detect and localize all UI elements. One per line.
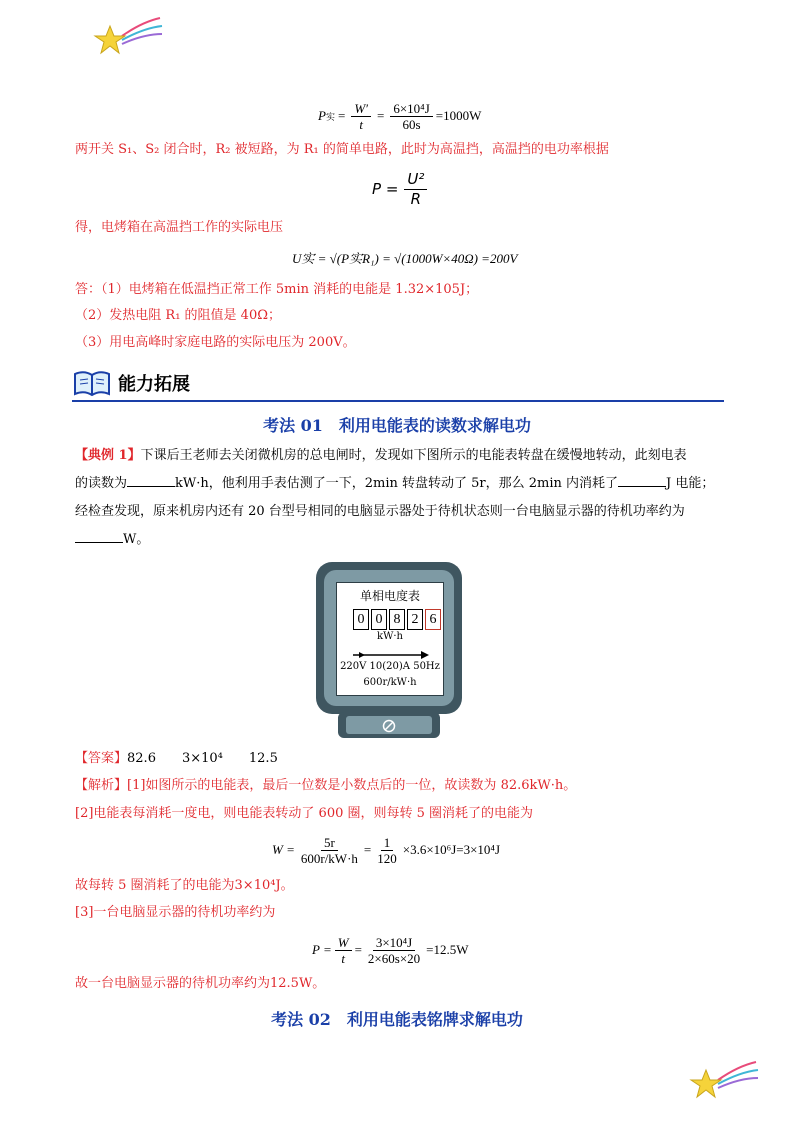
formula-p-ur [372, 166, 430, 212]
example-text: 下课后王老师去关闭微机房的总电闸时，发现如下图所示的电能表转盘在缓慢地转动，此刻电表 [140, 448, 687, 463]
analysis-line-2: [2]电能表每消耗一度电，则电能表转动了 600 圈，则每转 5 圈消耗了的电能为 [75, 806, 534, 821]
example-line-1 [75, 446, 687, 466]
line-actual-voltage: 得，电烤箱在高温挡工作的实际电压 [75, 220, 284, 235]
meter-digit-decimal: 6 [425, 609, 441, 630]
section-header [72, 366, 724, 406]
frac-num: W′ [351, 101, 371, 117]
analysis-line-5: 故一台电脑显示器的待机功率约为12.5W。 [75, 976, 326, 991]
star-decoration-top [92, 14, 164, 60]
book-icon [72, 368, 112, 402]
answer-line-3: （3）用电高峰时家庭电路的实际电压为 200V。 [75, 335, 356, 350]
frac-num: 5r [321, 835, 338, 851]
analysis-line-1 [75, 776, 576, 796]
meter-screw-icon [382, 718, 396, 737]
analysis-line-3: 故每转 5 圈消耗了的电能为3×10⁴J。 [75, 878, 294, 893]
frac-den: t [341, 950, 345, 966]
answer-line [75, 749, 278, 769]
frac-num: U² [404, 170, 427, 190]
frac-den: 120 [377, 850, 397, 866]
meter-title: 单相电度表 [359, 589, 420, 603]
answer-line-1: 答：（1）电烤箱在低温挡正常工作 5min 消耗的电能是 1.32×105J； [75, 282, 479, 297]
meter-digit: 8 [389, 609, 405, 630]
answer-value-2: 3×10⁴ [181, 751, 223, 766]
answer-line-2: （2）发热电阻 R₁ 的阻值是 40Ω； [75, 308, 281, 323]
formula-rest: ×3.6×10⁶J=3×10⁴J [402, 842, 501, 857]
answer-tag: 【答案】 [75, 751, 128, 766]
frac-num: 1 [381, 835, 394, 851]
frac-den: 2×60s×20 [367, 950, 421, 966]
formula-lhs: P = [372, 180, 399, 198]
meter-unit: kW·h [377, 631, 403, 642]
method1-title: 考法 01 利用电能表的读数求解电功 [263, 416, 531, 435]
section-divider [72, 400, 724, 402]
star-decoration-bottom [688, 1058, 760, 1104]
section-heading: 能力拓展 [118, 374, 190, 395]
meter-spec-2: 600r/kW·h [363, 677, 417, 688]
formula-u-actual: U实 = √(P实R₁) = √(1000W×40Ω) =200V [292, 251, 518, 266]
meter-spec-1: 220V 10(20)A 50Hz [340, 661, 440, 672]
meter-base [338, 712, 440, 738]
frac-num: 3×10⁴J [373, 935, 415, 951]
example-text: W。 [123, 532, 150, 547]
example-line-4 [75, 530, 149, 550]
blank-3 [75, 530, 123, 543]
frac-den: R [410, 189, 422, 208]
blank-2 [618, 474, 666, 487]
formula-lhs-sub: 实 [325, 111, 335, 122]
example-tag: 【典例 1】 [75, 448, 141, 463]
frac-num: W [335, 935, 352, 951]
frac-den: 60s [402, 116, 421, 132]
line-high-gear: 两开关 S₁、S₂ 闭合时，R₂ 被短路，为 R₁ 的简单电路，此时为高温挡，高温挡的电功率根据 [75, 142, 609, 157]
meter-digit: 0 [353, 609, 369, 630]
meter-digit: 0 [371, 609, 387, 630]
analysis-tag: 【解析】 [75, 778, 128, 793]
example-line-2 [75, 474, 714, 494]
formula-rest: =12.5W [426, 942, 469, 957]
frac-den: 600r/kW·h [300, 850, 358, 866]
formula-result: =1000W [435, 108, 482, 123]
formula-lhs: P [318, 108, 326, 123]
example-line-3: 经检查发现，原来机房内还有 20 台型号相同的电脑显示器处于待机状态则一台电脑显示器的待机功率约为 [75, 504, 685, 519]
meter-face [336, 582, 444, 696]
answer-value-1: 82.6 [127, 751, 156, 766]
analysis-line-4: [3]一台电脑显示器的待机功率约为 [75, 905, 276, 920]
meter-digit: 2 [407, 609, 423, 630]
answer-value-3: 12.5 [248, 751, 278, 766]
frac-num: 6×10⁴J [390, 101, 432, 117]
formula-p-standby: P = $\frac{W}{t}$ = $\frac{\text{3×10⁴J}}{2\times 60s\times 20}$ =12.5W [312, 934, 469, 966]
method2-title: 考法 02 利用电能表铭牌求解电功 [271, 1010, 523, 1029]
formula-w: W = $\frac{5r}{600r/kW\cdot h}$ = $\frac{1}{120}$ ×3.6×10⁶J=3×10⁴J [272, 834, 501, 866]
electricity-meter-figure [316, 562, 462, 740]
example-text: J 电能； [666, 476, 715, 491]
formula-lhs: P = [312, 942, 332, 957]
formula-p-actual: P 实 = $\frac{W'}{t}$ = $\frac{\text{6×10⁴J}}{60s}$ =1000W [318, 100, 482, 132]
frac-den: t [359, 116, 363, 132]
example-text: 的读数为 [75, 476, 128, 491]
analysis-text: [1]如图所示的电能表，最后一位数是小数点后的一位，故读数为 82.6kW·h。 [127, 778, 577, 793]
example-text: kW·h，他利用手表估测了一下，2min 转盘转动了 5r，那么 2min 内消耗了 [175, 476, 619, 491]
meter-digits [353, 609, 443, 630]
formula-lhs: W = [272, 842, 295, 857]
blank-1 [127, 474, 175, 487]
